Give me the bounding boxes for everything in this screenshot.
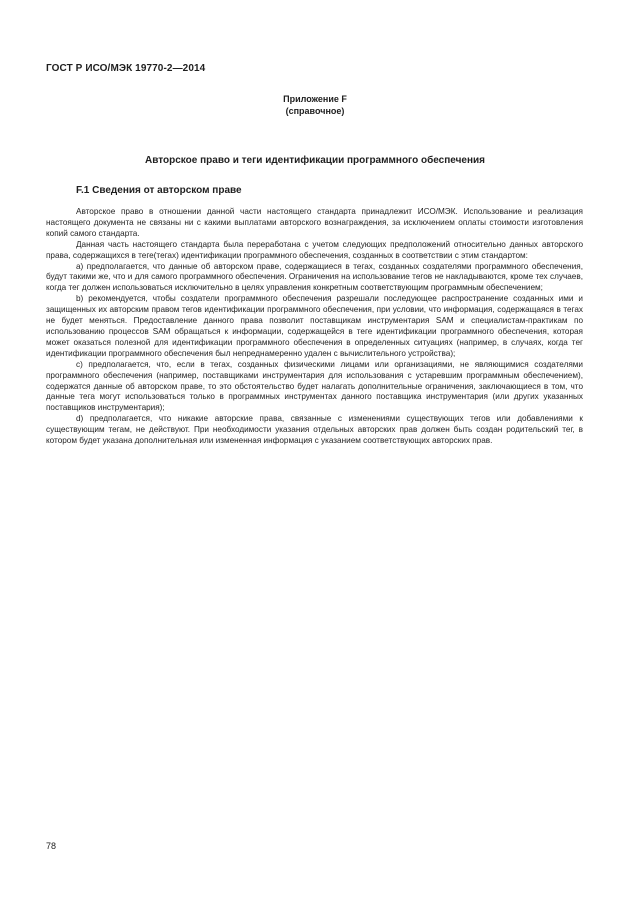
list-item-d: d) предполагается, что никакие авторские права, связанные с изменениями существующих тегов или добавлениями к существующим тегам, не действуют. При необходимости указания отдельных авторских прав должен быть создан родительский тег, в котором будет указана дополнительная или измененная информация с указанием соответствующих авторских прав. [46, 414, 583, 446]
section-body [46, 207, 583, 447]
standard-code: ГОСТ Р ИСО/МЭК 19770-2—2014 [46, 63, 206, 74]
paragraph: Данная часть настоящего стандарта была переработана с учетом следующих предположений относительно данных авторского права, содержащихся в теге(тегах) идентификации программного обеспечения, созданных в соответствии с этим стандартом: [46, 239, 583, 260]
annex-header [0, 93, 630, 117]
annex-title: Авторское право и теги идентификации программного обеспечения [145, 155, 485, 166]
section-heading: F.1 Сведения от авторском праве [76, 185, 242, 196]
list-item-a: a) предполагается, что данные об авторском праве, содержащиеся в тегах, созданных создателями программного обеспечения, будут такими же, что и для самого программного обеспечения. Ограничения на использование тегов не накладываются, кроме тех случаев, когда тег должен использоваться исключительно в целях управления конкретным соответствующим программным обеспечением; [46, 261, 583, 293]
paragraph: Авторское право в отношении данной части настоящего стандарта принадлежит ИСО/МЭК. Использование и реализация настоящего документа не связаны ни с какими выплатами авторского вознаграждения, за исключением оплаты стоимости изготовления копий самого стандарта. [46, 207, 583, 238]
list-item-b: b) рекомендуется, чтобы создатели программного обеспечения разрешали последующее распространение созданных ими и защищенных их авторским правом тегов идентификации программного обеспечения, при условии, что информация, содержащаяся в тегах не будет меняться. Предоставление данного права позволит поставщикам инструментария SAM и специалистам-практикам по использованию процессов SAM обращаться к информации, содержащейся в теге идентификации программного обеспечения, которая может оказаться полезной для идентификации программного обеспечения в определенных ситуациях (например, в случаях, когда тег идентификации программного обеспечения был непреднамеренно удален с вычислительного устройства); [46, 294, 583, 358]
annex-label: Приложение F [283, 94, 347, 104]
annex-status: (справочное) [285, 106, 345, 116]
page-number: 78 [46, 841, 57, 851]
list-item-c: c) предполагается, что, если в тегах, созданных физическими лицами или организациями, не являющимися создателями программного обеспечения (например, поставщиками инструментария для использования с устаревшим программным обеспечением), содержатся данные об авторском праве, то это обстоятельство будет налагать дополнительные ограничения, заключающиеся в том, что данные тега могут использоваться только в программных инструментах данного поставщика инструментария (или других указанных поставщиков инструментария); [46, 359, 583, 413]
